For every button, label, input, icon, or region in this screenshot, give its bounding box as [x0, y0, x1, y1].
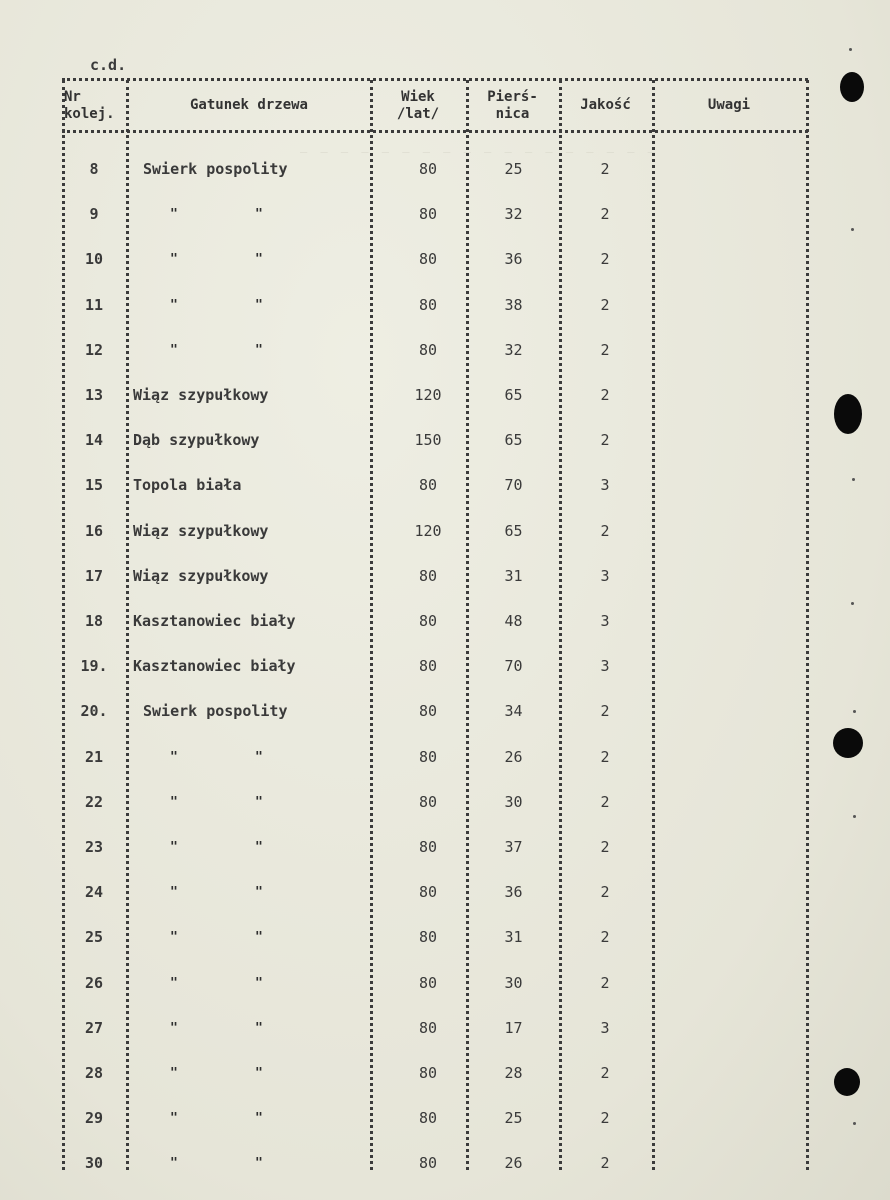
girth-value: 36 [504, 883, 523, 901]
girth-value: 36 [504, 250, 523, 268]
header-age-line2: /lat/ [396, 106, 440, 122]
quality-value: 2 [600, 974, 610, 992]
row-number: 8 [89, 160, 99, 178]
girth-value: 70 [504, 657, 523, 675]
punch-hole [834, 394, 862, 434]
row-number: 13 [84, 386, 104, 404]
punch-hole [840, 72, 864, 102]
species-name: Wiąz szypułkowy [133, 386, 269, 404]
quality-value: 2 [600, 883, 610, 901]
ditto-mark: " [170, 885, 178, 900]
species-name: Kasztanowiec biały [133, 612, 296, 630]
species-name: Swierk pospolity [143, 702, 288, 720]
age-value: 80 [418, 612, 438, 630]
age-value: 80 [418, 702, 438, 720]
header-nr-line2: kolej. [64, 106, 115, 122]
header-girth [466, 89, 559, 123]
age-value: 80 [418, 476, 438, 494]
girth-value: 31 [504, 567, 523, 585]
header-remarks: Uwagi [707, 97, 751, 113]
age-value: 150 [414, 431, 442, 449]
punch-hole [833, 728, 863, 758]
ditto-mark: " [170, 1021, 178, 1036]
girth-value: 65 [504, 522, 523, 540]
ditto-mark: " [255, 976, 263, 991]
quality-value: 2 [600, 1109, 610, 1127]
girth-value: 37 [504, 838, 523, 856]
continuation-mark: c.d. [90, 56, 127, 74]
paper-speck [851, 602, 854, 605]
age-value: 80 [418, 160, 438, 178]
age-value: 80 [418, 1064, 438, 1082]
quality-value: 3 [600, 1019, 610, 1037]
paper-speck [852, 478, 855, 481]
girth-value: 65 [504, 386, 523, 404]
ditto-mark: " [170, 840, 178, 855]
row-number: 11 [84, 296, 104, 314]
girth-value: 48 [504, 612, 523, 630]
ditto-mark: " [170, 1111, 178, 1126]
species-name: Swierk pospolity [143, 160, 288, 178]
col-border-right [806, 80, 809, 1170]
age-value: 80 [418, 205, 438, 223]
girth-value: 26 [504, 748, 523, 766]
girth-value: 30 [504, 793, 523, 811]
row-number: 28 [84, 1064, 104, 1082]
row-number: 14 [84, 431, 104, 449]
header-age [370, 89, 466, 123]
header-nr [64, 89, 126, 123]
girth-value: 32 [504, 205, 523, 223]
girth-value: 70 [504, 476, 523, 494]
ditto-mark: " [255, 930, 263, 945]
quality-value: 2 [600, 250, 610, 268]
girth-value: 25 [504, 1109, 523, 1127]
ditto-mark: " [170, 976, 178, 991]
ditto-mark: " [255, 207, 263, 222]
header-quality: Jakość [580, 97, 631, 113]
row-number: 23 [84, 838, 104, 856]
col-border-quality [652, 80, 655, 1170]
age-value: 80 [418, 1019, 438, 1037]
row-number: 10 [84, 250, 104, 268]
quality-value: 2 [600, 386, 610, 404]
age-value: 80 [418, 341, 438, 359]
row-number: 9 [89, 205, 99, 223]
paper-speck [853, 710, 856, 713]
girth-value: 17 [504, 1019, 523, 1037]
girth-value: 30 [504, 974, 523, 992]
age-value: 80 [418, 567, 438, 585]
row-number: 17 [84, 567, 104, 585]
paper-speck [851, 228, 854, 231]
quality-value: 2 [600, 160, 610, 178]
age-value: 80 [418, 793, 438, 811]
ditto-mark: " [170, 343, 178, 358]
ditto-mark: " [255, 795, 263, 810]
bleed-through-texture: — — — — — — — — — — — — — — — — — — [300, 145, 658, 159]
quality-value: 2 [600, 702, 610, 720]
row-number: 27 [84, 1019, 104, 1037]
ditto-mark: " [170, 1156, 178, 1171]
quality-value: 2 [600, 205, 610, 223]
girth-value: 26 [504, 1154, 523, 1172]
age-value: 120 [414, 522, 442, 540]
quality-value: 2 [600, 793, 610, 811]
ditto-mark: " [255, 298, 263, 313]
header-species: Gatunek drzewa [189, 97, 308, 113]
ditto-mark: " [170, 750, 178, 765]
age-value: 80 [418, 748, 438, 766]
row-number: 30 [84, 1154, 104, 1172]
girth-value: 28 [504, 1064, 523, 1082]
quality-value: 2 [600, 522, 610, 540]
quality-value: 2 [600, 1064, 610, 1082]
quality-value: 2 [600, 341, 610, 359]
quality-value: 3 [600, 657, 610, 675]
ditto-mark: " [255, 840, 263, 855]
age-value: 80 [418, 883, 438, 901]
quality-value: 2 [600, 748, 610, 766]
paper-speck [853, 1122, 856, 1125]
ditto-mark: " [170, 795, 178, 810]
paper-speck [853, 815, 856, 818]
header-girth-line1: Pierś- [487, 89, 538, 105]
paper-speck [849, 48, 852, 51]
quality-value: 3 [600, 476, 610, 494]
ditto-mark: " [170, 252, 178, 267]
species-name: Wiąz szypułkowy [133, 522, 269, 540]
species-name: Dąb szypułkowy [133, 431, 260, 449]
quality-value: 2 [600, 1154, 610, 1172]
girth-value: 65 [504, 431, 523, 449]
girth-value: 34 [504, 702, 523, 720]
col-border-nr [126, 80, 129, 1170]
quality-value: 2 [600, 838, 610, 856]
row-number: 12 [84, 341, 104, 359]
ditto-mark: " [170, 1066, 178, 1081]
age-value: 80 [418, 296, 438, 314]
girth-value: 31 [504, 928, 523, 946]
row-number: 22 [84, 793, 104, 811]
quality-value: 3 [600, 612, 610, 630]
ditto-mark: " [255, 750, 263, 765]
row-number: 26 [84, 974, 104, 992]
age-value: 120 [414, 386, 442, 404]
ditto-mark: " [255, 1156, 263, 1171]
header-girth-line2: nica [495, 106, 530, 122]
age-value: 80 [418, 657, 438, 675]
row-number: 15 [84, 476, 104, 494]
age-value: 80 [418, 250, 438, 268]
ditto-mark: " [255, 1066, 263, 1081]
ditto-mark: " [255, 1021, 263, 1036]
age-value: 80 [418, 838, 438, 856]
col-border-species [370, 80, 373, 1170]
quality-value: 2 [600, 296, 610, 314]
ditto-mark: " [255, 343, 263, 358]
row-number: 25 [84, 928, 104, 946]
row-number: 19. [80, 657, 108, 675]
girth-value: 25 [504, 160, 523, 178]
species-name: Topola biała [133, 476, 242, 494]
quality-value: 2 [600, 928, 610, 946]
row-number: 16 [84, 522, 104, 540]
ditto-mark: " [170, 207, 178, 222]
species-name: Wiąz szypułkowy [133, 567, 269, 585]
age-value: 80 [418, 1154, 438, 1172]
species-name: Kasztanowiec biały [133, 657, 296, 675]
ditto-mark: " [255, 885, 263, 900]
quality-value: 2 [600, 431, 610, 449]
girth-value: 32 [504, 341, 523, 359]
row-number: 24 [84, 883, 104, 901]
ditto-mark: " [255, 252, 263, 267]
girth-value: 38 [504, 296, 523, 314]
table-top-border [62, 78, 808, 81]
ditto-mark: " [255, 1111, 263, 1126]
punch-hole [834, 1068, 860, 1096]
age-value: 80 [418, 928, 438, 946]
row-number: 29 [84, 1109, 104, 1127]
header-nr-line1: Nr [64, 89, 81, 105]
row-number: 21 [84, 748, 104, 766]
age-value: 80 [418, 1109, 438, 1127]
header-age-line1: Wiek [401, 89, 435, 105]
age-value: 80 [418, 974, 438, 992]
ditto-mark: " [170, 298, 178, 313]
row-number: 18 [84, 612, 104, 630]
header-divider [62, 130, 808, 133]
row-number: 20. [80, 702, 108, 720]
quality-value: 3 [600, 567, 610, 585]
ditto-mark: " [170, 930, 178, 945]
